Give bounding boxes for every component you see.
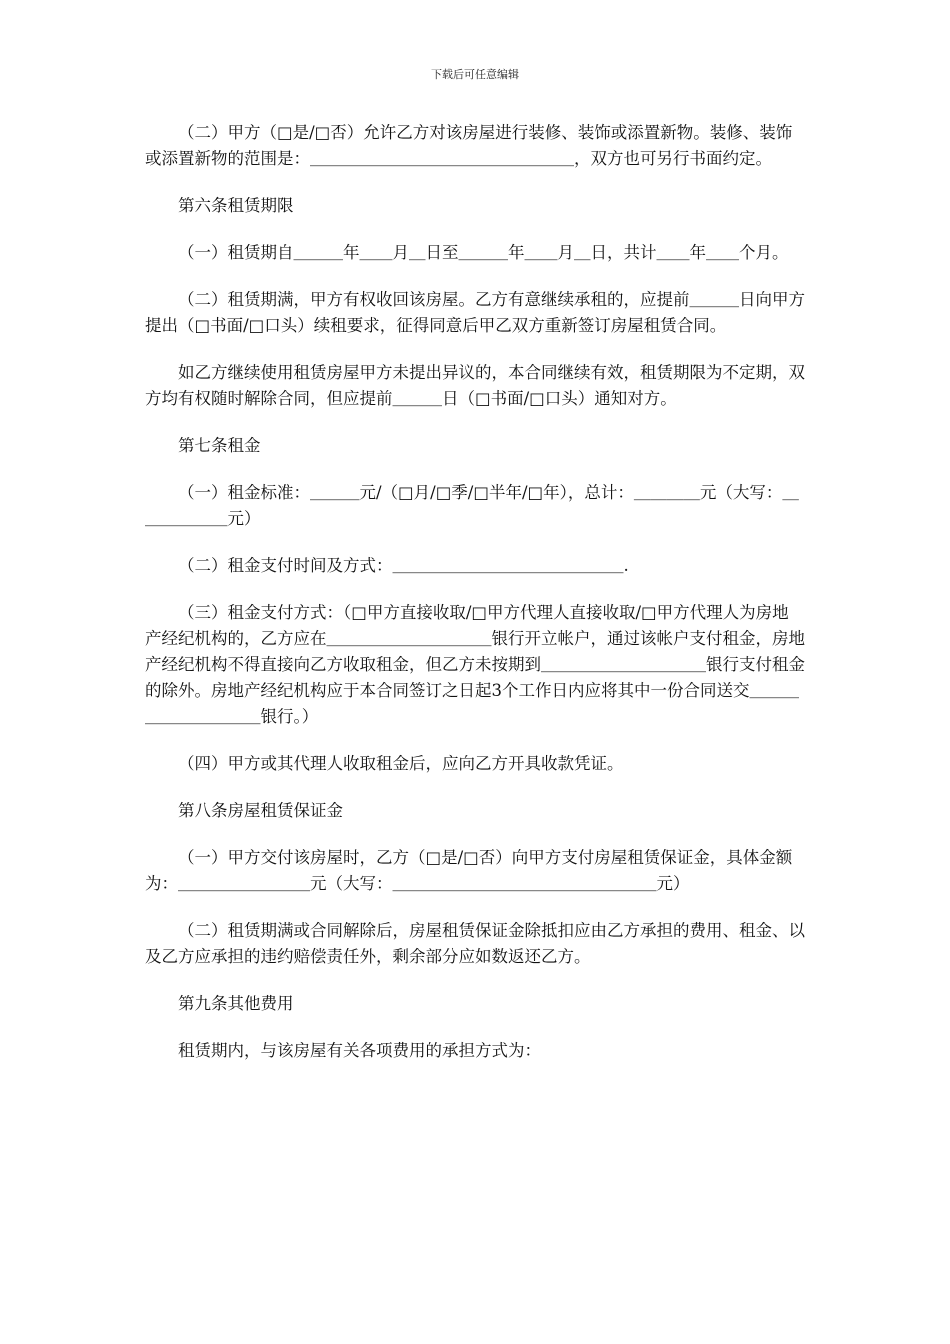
article-9-heading: 第九条其他费用 — [178, 994, 294, 1013]
clause-7-1-paragraph: （一）租金标准：＿＿＿元/（□月/□季/□半年/□年），总计：＿＿＿＿元（大写：＿＿＿＿＿＿元） — [145, 483, 799, 528]
clause-6-2-paragraph: （二）租赁期满，甲方有权收回该房屋。乙方有意继续承租的，应提前＿＿＿日向甲方提出（□书面/□口头）续租要求，征得同意后甲乙双方重新签订房屋租赁合同。 — [145, 290, 805, 335]
clause-5-2-paragraph: （二）甲方（□是/□否）允许乙方对该房屋进行装修、装饰或添置新物。装修、装饰或添置新物的范围是：＿＿＿＿＿＿＿＿＿＿＿＿＿＿＿＿，双方也可另行书面约定。 — [145, 123, 793, 168]
page-header: 下载后可任意编辑 — [431, 68, 519, 81]
clause-7-2-paragraph: （二）租金支付时间及方式：＿＿＿＿＿＿＿＿＿＿＿＿＿＿. — [178, 556, 629, 575]
clause-8-1-paragraph: （一）甲方交付该房屋时，乙方（□是/□否）向甲方支付房屋租赁保证金，具体金额为：＿＿＿＿＿＿＿＿元（大写：＿＿＿＿＿＿＿＿＿＿＿＿＿＿＿＿元） — [145, 848, 793, 893]
clause-9-paragraph: 租赁期内，与该房屋有关各项费用的承担方式为： — [178, 1041, 541, 1060]
clause-8-2-paragraph: （二）租赁期满或合同解除后，房屋租赁保证金除抵扣应由乙方承担的费用、租金、以及乙方应承担的违约赔偿责任外，剩余部分应如数返还乙方。 — [145, 921, 805, 966]
clause-6-3-paragraph: 如乙方继续使用租赁房屋甲方未提出异议的，本合同继续有效，租赁期限为不定期，双方均有权随时解除合同，但应提前＿＿＿日（□书面/□口头）通知对方。 — [145, 363, 805, 408]
clause-6-1-paragraph: （一）租赁期自＿＿＿年＿＿月＿日至＿＿＿年＿＿月＿日，共计＿＿年＿＿个月。 — [178, 243, 789, 262]
contract-body — [145, 120, 805, 1085]
article-8-heading: 第八条房屋租赁保证金 — [178, 801, 343, 820]
clause-7-4-paragraph: （四）甲方或其代理人收取租金后，应向乙方开具收款凭证。 — [178, 754, 624, 773]
article-6-heading: 第六条租赁期限 — [178, 196, 294, 215]
article-7-heading: 第七条租金 — [178, 436, 261, 455]
clause-7-3-paragraph: （三）租金支付方式：（□甲方直接收取/□甲方代理人直接收取/□甲方代理人为房地产经纪机构的，乙方应在＿＿＿＿＿＿＿＿＿＿银行开立帐户，通过该帐户支付租金，房地产经纪机构不得直接向乙方收取租金，但乙方未按期到＿＿＿＿＿＿＿＿＿＿银行支付租金的除外。房地产经纪机构应于本合同签订之日起3个工作日内应将其中一份合同送交＿＿＿＿＿＿＿＿＿＿银行。） — [145, 603, 805, 726]
